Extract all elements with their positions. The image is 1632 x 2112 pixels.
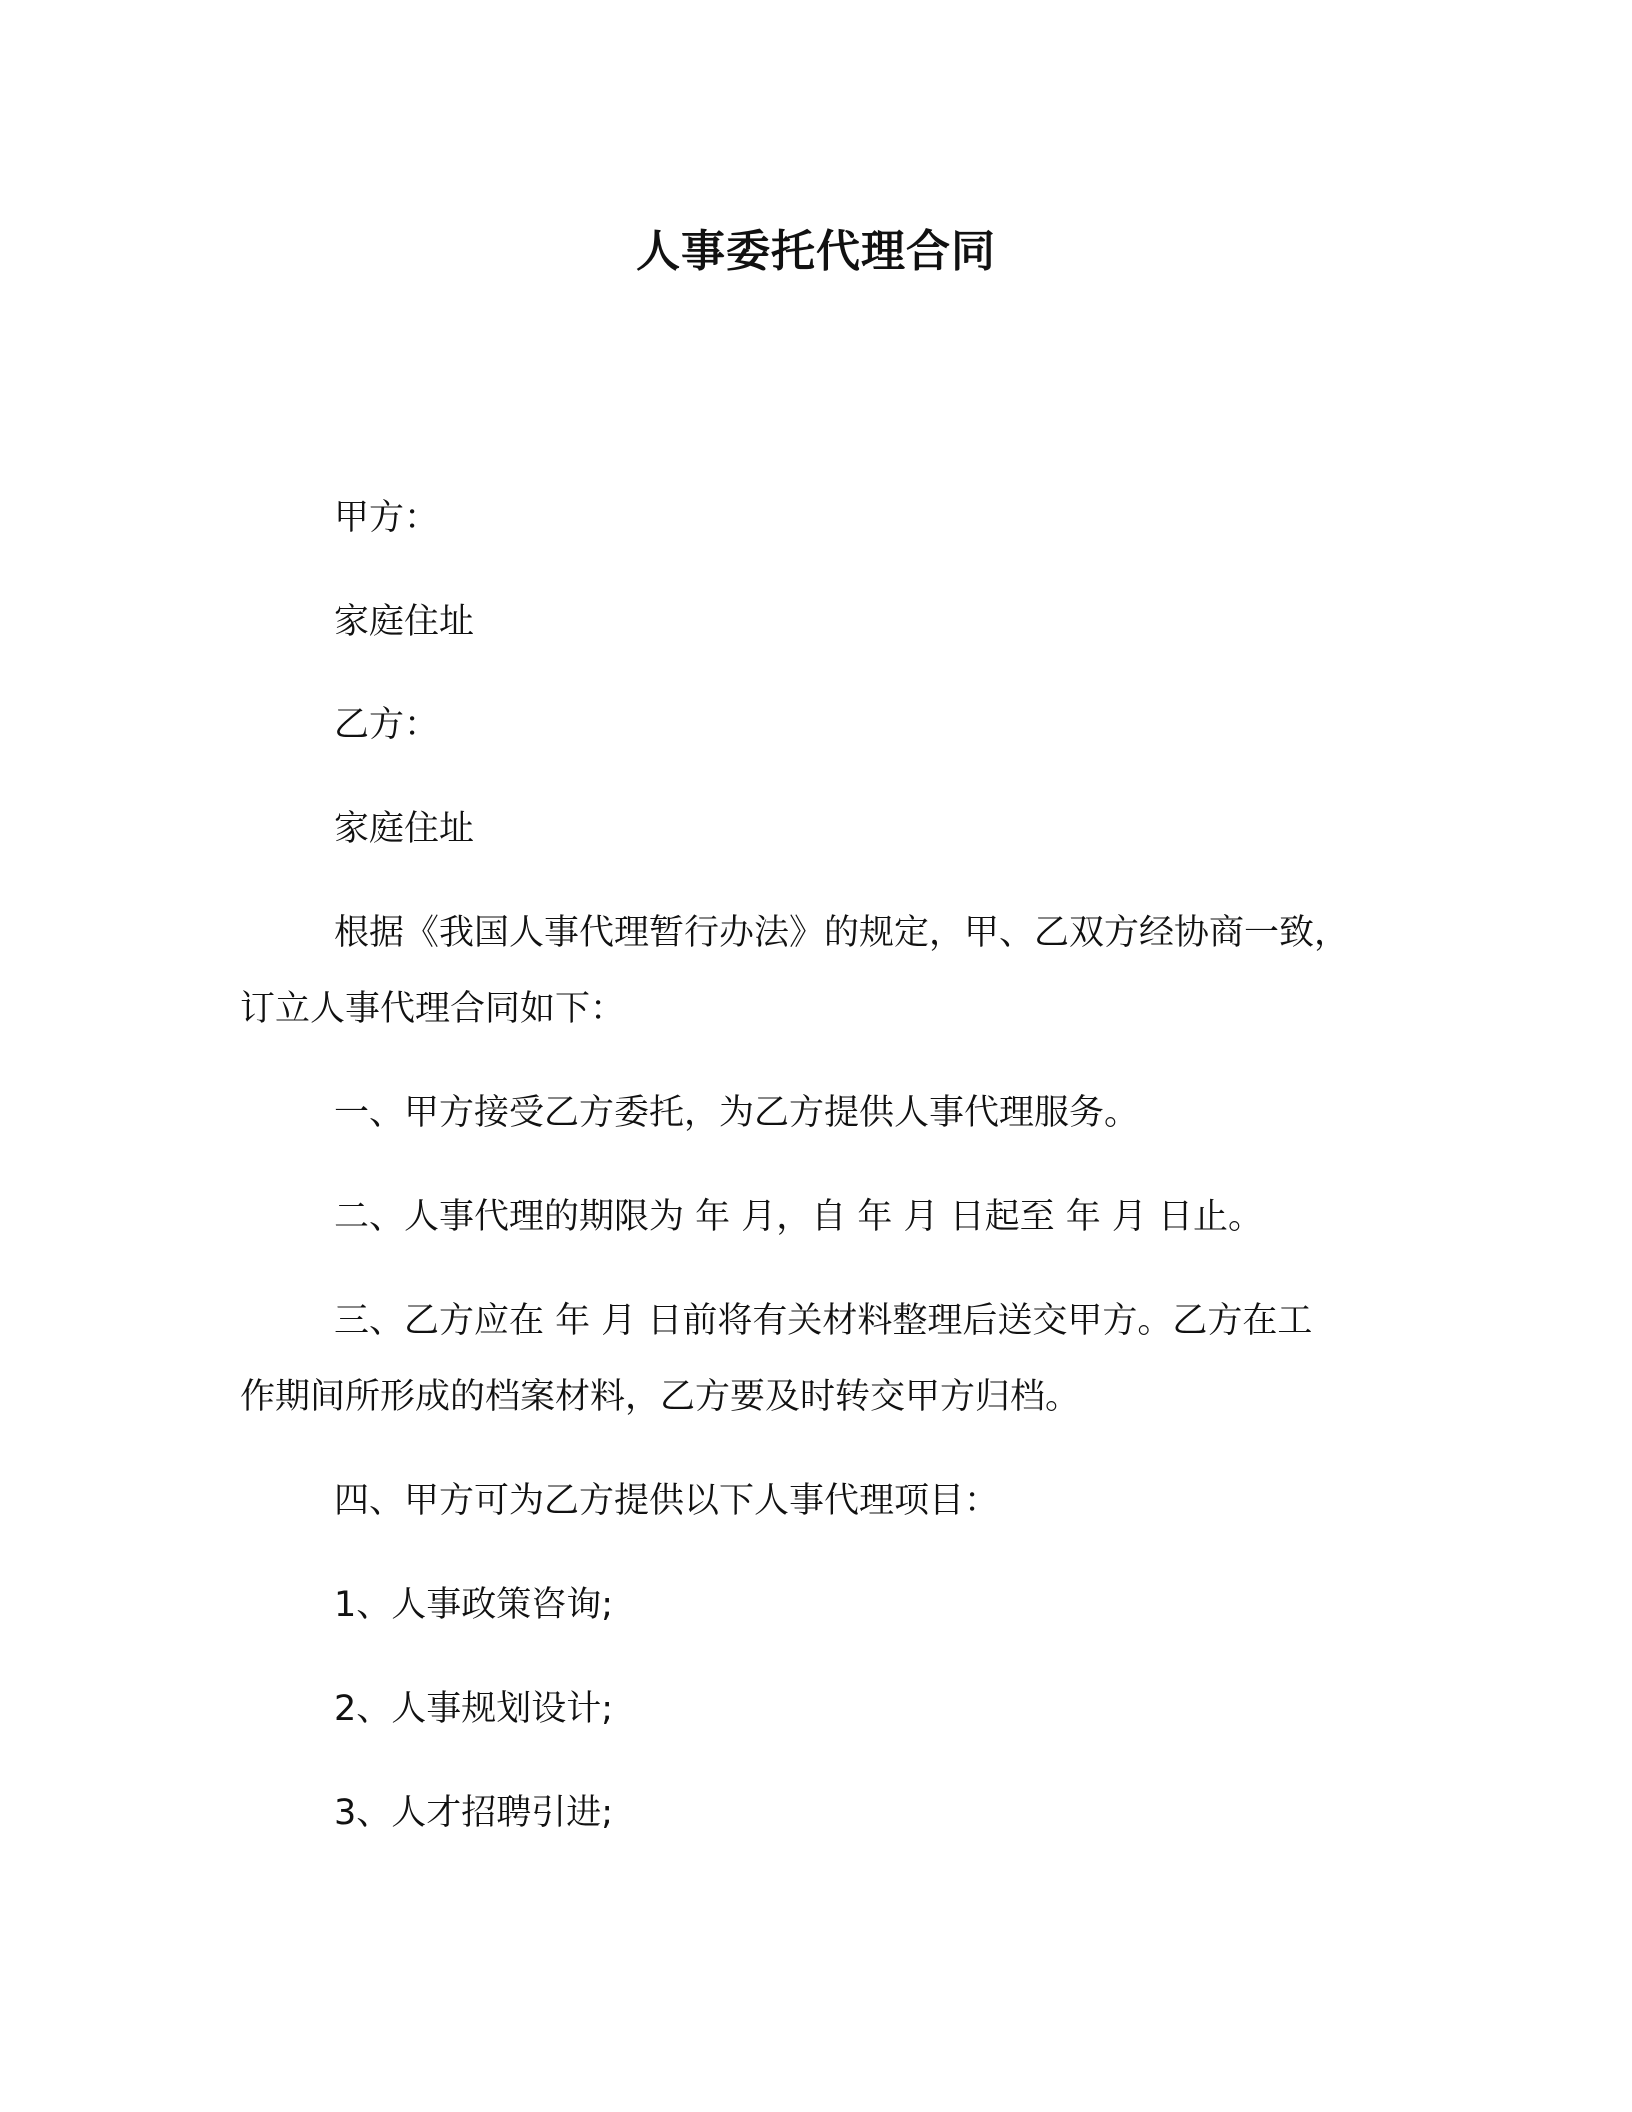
list-item: 2、人事规划设计;	[334, 1689, 614, 1729]
list-item: 1、人事政策咨询;	[334, 1585, 614, 1625]
preamble-line-1: 根据《我国人事代理暂行办法》的规定，甲、乙双方经协商一致，	[334, 913, 1350, 953]
clause-3-line-2: 作期间所形成的档案材料，乙方要及时转交甲方归档。	[240, 1377, 1081, 1417]
clause-1: 一、甲方接受乙方委托，为乙方提供人事代理服务。	[334, 1093, 1140, 1133]
party-b-address-label: 家庭住址	[334, 809, 475, 849]
clause-3-line-1: 三、乙方应在 年 月 日前将有关材料整理后送交甲方。乙方在工	[334, 1301, 1313, 1341]
party-a-address-label: 家庭住址	[334, 602, 475, 642]
clause-2: 二、人事代理的期限为 年 月，自 年 月 日起至 年 月 日止。	[334, 1197, 1264, 1237]
document-title: 人事委托代理合同	[636, 226, 996, 277]
preamble-line-2: 订立人事代理合同如下：	[240, 989, 626, 1029]
list-item: 3、人才招聘引进;	[334, 1793, 614, 1833]
party-a-label: 甲方：	[334, 498, 440, 538]
party-b-label: 乙方：	[334, 705, 440, 745]
clause-4: 四、甲方可为乙方提供以下人事代理项目：	[334, 1481, 1000, 1521]
